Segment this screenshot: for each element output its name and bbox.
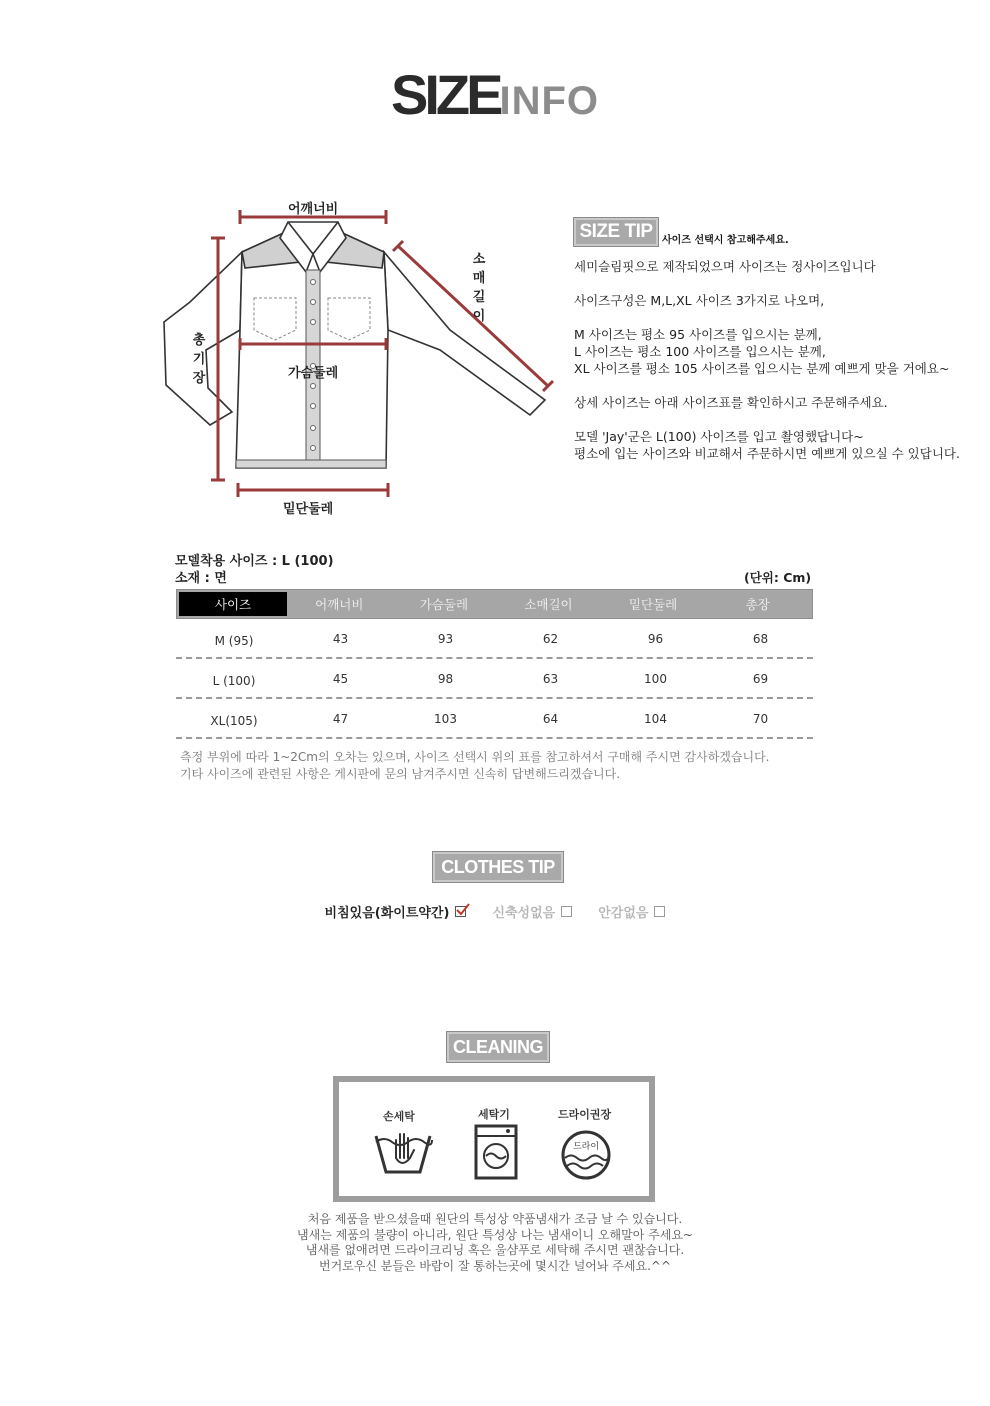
option-no-lining — [598, 902, 665, 921]
table-header-cell: 소매길이 — [524, 597, 573, 612]
table-cell: 104 — [644, 712, 667, 726]
table-cell: 47 — [332, 712, 349, 726]
table-cell: M (95) — [214, 634, 254, 648]
table-row — [176, 659, 813, 699]
model-info — [175, 553, 334, 587]
washing-machine-icon — [474, 1124, 518, 1180]
table-cell: 68 — [752, 632, 769, 646]
dry-clean-label: 드라이권장 — [558, 1108, 612, 1121]
checkbox-unchecked — [561, 906, 572, 917]
sleeve-length-label — [471, 250, 487, 326]
size-tip-line: XL 사이즈를 평소 105 사이즈를 입으시는 분께 예쁘게 맞을 거에요~ — [574, 361, 950, 376]
material-line: 소재 : 면 — [175, 571, 227, 586]
table-cell: 64 — [542, 712, 559, 726]
dry-clean-inner-text: 드라이 — [572, 1142, 600, 1152]
table-note-line: 기타 사이즈에 관련된 사항은 게시판에 문의 남겨주시면 신속히 답변해드리겠습니다. — [180, 767, 621, 781]
sleeve-label-char: 소 — [472, 252, 486, 267]
table-note-line: 측정 부위에 따라 1~2Cm의 오차는 있으며, 사이즈 선택시 위의 표를 참고하셔서 구매해 주시면 감사하겠습니다. — [180, 750, 770, 764]
size-tip-text — [574, 258, 974, 462]
check-icon — [455, 902, 471, 918]
hem-label: 밑단둘레 — [283, 502, 334, 517]
option-label: 비침있음(화이트약간) — [324, 906, 450, 921]
table-header-cell: 가슴둘레 — [419, 597, 469, 612]
cleaning-tag: CLEANING — [446, 1031, 550, 1063]
title-size: SIZE — [390, 63, 500, 126]
cleaning-note — [0, 1212, 990, 1274]
option-no-stretch — [492, 902, 572, 921]
table-header-cell: 총장 — [745, 597, 770, 612]
table-cell: 69 — [752, 672, 769, 686]
dry-clean-icon — [559, 1128, 613, 1182]
length-label-char: 기 — [192, 352, 206, 367]
title-info: INFO — [499, 79, 599, 123]
table-header — [176, 589, 813, 619]
size-tip-tag: SIZE TIP — [573, 217, 659, 247]
table-note — [180, 749, 769, 783]
size-tip-spacer — [574, 275, 974, 292]
clothes-tip-options — [0, 902, 990, 921]
size-tip-line: 상세 사이즈는 아래 사이즈표를 확인하시고 주문해주세요. — [574, 395, 888, 410]
page-title — [0, 62, 990, 127]
table-cell: 63 — [542, 672, 559, 686]
table-header-cell: 사이즈 — [179, 592, 287, 616]
cleaning-note-line: 냄새는 제품의 불량이 아니라, 원단 특성상 나는 냄새이니 오해말아 주세요~ — [297, 1227, 693, 1242]
unit-label: (단위: Cm) — [744, 570, 812, 585]
size-tip-spacer — [574, 309, 974, 326]
size-table — [176, 589, 813, 739]
clothes-tip-tag: CLOTHES TIP — [432, 851, 564, 883]
total-length-label — [191, 331, 207, 388]
cleaning-note-line: 번거로우신 분들은 바람이 잘 통하는곳에 몇시간 널어놔 주세요.^^ — [318, 1258, 672, 1273]
shoulder-width-label: 어깨너비 — [288, 202, 339, 217]
sleeve-label-char: 매 — [472, 271, 486, 286]
size-tip-line: 사이즈구성은 M,L,XL 사이즈 3가지로 나오며, — [574, 293, 825, 308]
chest-label: 가슴둘레 — [288, 366, 339, 381]
table-cell: 100 — [644, 672, 667, 686]
table-row — [176, 619, 813, 659]
sleeve-label-char: 이 — [472, 309, 486, 324]
table-cell: 70 — [752, 712, 769, 726]
cleaning-note-line: 처음 제품을 받으셨을때 원단의 특성상 약품냄새가 조금 날 수 있습니다. — [307, 1212, 683, 1226]
option-see-through — [325, 902, 467, 921]
cleaning-note-line: 냄새를 없애려면 드라이크리닝 혹은 울샴푸로 세탁해 주시면 괜찮습니다. — [305, 1243, 685, 1257]
size-tip-note: 사이즈 선택시 참고해주세요. — [662, 235, 789, 246]
table-cell: L (100) — [212, 674, 256, 688]
hand-wash-label: 손세탁 — [383, 1110, 415, 1123]
sleeve-label-char: 길 — [472, 290, 486, 305]
model-size-line: 모델착용 사이즈 : L (100) — [175, 554, 334, 569]
checkbox-unchecked — [654, 906, 665, 917]
table-header-cell: 밑단둘레 — [628, 597, 678, 612]
table-cell: XL(105) — [210, 714, 258, 728]
washing-machine-label: 세탁기 — [478, 1108, 510, 1121]
table-cell: 62 — [542, 632, 559, 646]
table-row — [176, 699, 813, 739]
size-tip-line: 모델 'Jay'군은 L(100) 사이즈를 입고 촬영했답니다~ — [574, 429, 864, 444]
table-cell: 98 — [437, 672, 454, 686]
table-cell: 103 — [434, 712, 457, 726]
table-cell: 45 — [332, 672, 349, 686]
length-label-char: 총 — [192, 333, 206, 348]
table-cell: 96 — [647, 632, 664, 646]
option-label: 신축성없음 — [492, 906, 556, 921]
checkbox-checked — [455, 906, 466, 917]
size-tip-line: 세미슬림핏으로 제작되었으며 사이즈는 정사이즈입니다 — [574, 259, 876, 274]
hand-wash-icon — [372, 1128, 434, 1178]
size-tip-line: M 사이즈는 평소 95 사이즈를 입으시는 분께, — [574, 327, 822, 342]
table-cell: 93 — [437, 632, 454, 646]
option-label: 안감없음 — [598, 906, 649, 921]
length-label-char: 장 — [192, 371, 206, 386]
size-tip-spacer — [574, 411, 974, 428]
table-cell: 43 — [332, 632, 349, 646]
size-tip-line: L 사이즈는 평소 100 사이즈를 입으시는 분께, — [574, 344, 826, 359]
size-tip-line: 평소에 입는 사이즈와 비교해서 주문하시면 예쁘게 있으실 수 있답니다. — [574, 446, 960, 461]
table-header-cell: 어깨너비 — [315, 597, 364, 612]
shirt-measurement-diagram — [150, 190, 570, 520]
size-tip-spacer — [574, 377, 974, 394]
